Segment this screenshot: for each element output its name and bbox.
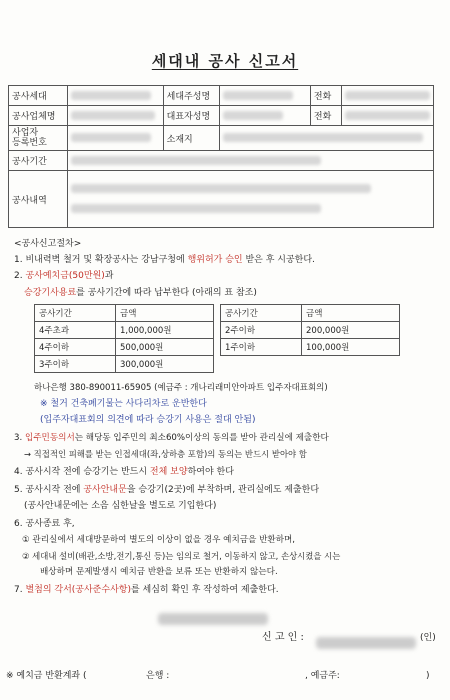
label-work-unit: 공사세대 <box>9 86 68 106</box>
fee-header-period: 공사기간 <box>221 305 302 322</box>
value-work-period[interactable] <box>68 151 434 171</box>
fee-period: 4주이하 <box>35 339 116 356</box>
table-row <box>35 322 214 339</box>
item-4: 4. 공사시작 전에 승강기는 반드시 전체 보양하여야 한다 <box>14 467 234 477</box>
fee-amount: 1,000,000원 <box>116 322 214 339</box>
fee-period: 1주이하 <box>221 339 302 356</box>
refund-account-label: ※ 예치금 반환계좌 ( <box>6 671 87 681</box>
fee-amount: 100,000원 <box>302 339 400 356</box>
label-work-details: 공사내역 <box>9 171 68 228</box>
value-work-details[interactable] <box>68 171 434 228</box>
fee-period: 2주이하 <box>221 322 302 339</box>
table-row <box>35 339 214 356</box>
item-2: 2. 공사예치금(50만원)과 <box>14 271 114 281</box>
label-work-period: 공사기간 <box>9 151 68 171</box>
label-phone-2: 전화 <box>310 106 341 126</box>
table-row <box>221 322 400 339</box>
refund-holder-label[interactable]: , 예금주: <box>305 671 340 681</box>
note-waste: ※ 철거 건축폐기물는 사다리차로 운반한다 <box>40 399 207 409</box>
refund-bank-label[interactable]: 은행 : <box>146 671 170 681</box>
table-row <box>221 339 400 356</box>
fee-header-amount: 금액 <box>302 305 400 322</box>
bank-account: 하나은행 380-890011-65905 (예금주 : 개나리래미안아파트 입주자대표회의) <box>34 383 328 393</box>
procedure-header: <공사신고절차> <box>14 239 82 249</box>
value-contractor[interactable] <box>68 106 163 126</box>
item-6: 6. 공사종료 후, <box>14 519 75 529</box>
value-work-unit[interactable] <box>68 86 163 106</box>
declarant-signature[interactable] <box>316 632 416 651</box>
label-phone-1: 전화 <box>310 86 341 106</box>
label-householder: 세대주성명 <box>163 86 219 106</box>
note-elevator: (입주자대표회의 의견에 따라 승강기 사용은 절대 안됨) <box>40 415 256 425</box>
item-5: 5. 공사시작 전에 공사안내문을 승강기(2곳)에 부착하며, 관리실에도 제출한다 <box>14 485 320 495</box>
table-row <box>35 356 214 373</box>
fee-header-amount: 금액 <box>116 305 214 322</box>
label-representative: 대표자성명 <box>163 106 219 126</box>
value-business-number[interactable] <box>68 126 163 151</box>
label-business-number: 사업자 등록번호 <box>9 126 68 151</box>
value-phone-2[interactable] <box>342 106 434 126</box>
signature-date <box>158 608 268 627</box>
fee-amount: 300,000원 <box>116 356 214 373</box>
fee-table-left <box>34 304 214 373</box>
item-2-detail: 승강기사용료를 공사기간에 따라 납부한다 (아래의 표 참조) <box>24 288 257 298</box>
refund-close: ) <box>426 671 430 681</box>
fee-period: 4주초과 <box>35 322 116 339</box>
value-address[interactable] <box>220 126 434 151</box>
label-address: 소재지 <box>163 126 219 151</box>
value-householder[interactable] <box>220 86 311 106</box>
fee-table-right <box>220 304 400 356</box>
fee-period: 3주이하 <box>35 356 116 373</box>
item-5-detail: (공사안내문에는 소음 심한날을 별도로 기입한다) <box>24 501 217 511</box>
item-6-2-continued: 배상하며 문제발생시 예치금 반환을 보류 또는 반환하지 않는다. <box>40 567 278 577</box>
item-7: 7. 별첨의 각서(공사준수사항)를 세심히 확인 후 작성하여 제출한다. <box>14 585 279 595</box>
fee-amount: 200,000원 <box>302 322 400 339</box>
item-3-detail: → 직접적인 피해를 받는 인접세대(좌,상하층 포함)의 동의는 반드시 받아야 함 <box>24 449 307 459</box>
value-representative[interactable] <box>220 106 311 126</box>
item-6-1: ① 관리실에서 세대방문하여 별도의 이상이 없을 경우 예치금을 반환하며, <box>22 535 296 545</box>
info-table <box>8 85 434 228</box>
label-contractor: 공사업체명 <box>9 106 68 126</box>
fee-header-period: 공사기간 <box>35 305 116 322</box>
item-1: 1. 비내력벽 철거 및 확장공사는 강남구청에 행위허가 승인 받은 후 시공한다. <box>14 255 315 265</box>
fee-amount: 500,000원 <box>116 339 214 356</box>
seal-label: (인) <box>420 633 436 643</box>
item-6-2: ② 세대내 설비(배관,소방,전기,통신 등)는 임의로 철거, 이동하지 않고, 손상시켰을 시는 <box>22 551 341 561</box>
fee-tables <box>34 304 414 374</box>
declarant-label: 신 고 인 : <box>262 632 304 643</box>
value-phone-1[interactable] <box>342 86 434 106</box>
item-3: 3. 입주민동의서는 해당동 입주민의 최소60%이상의 동의를 받아 관리실에 제출한다 <box>14 433 329 443</box>
form-title: 세대내 공사 신고서 <box>151 52 299 70</box>
